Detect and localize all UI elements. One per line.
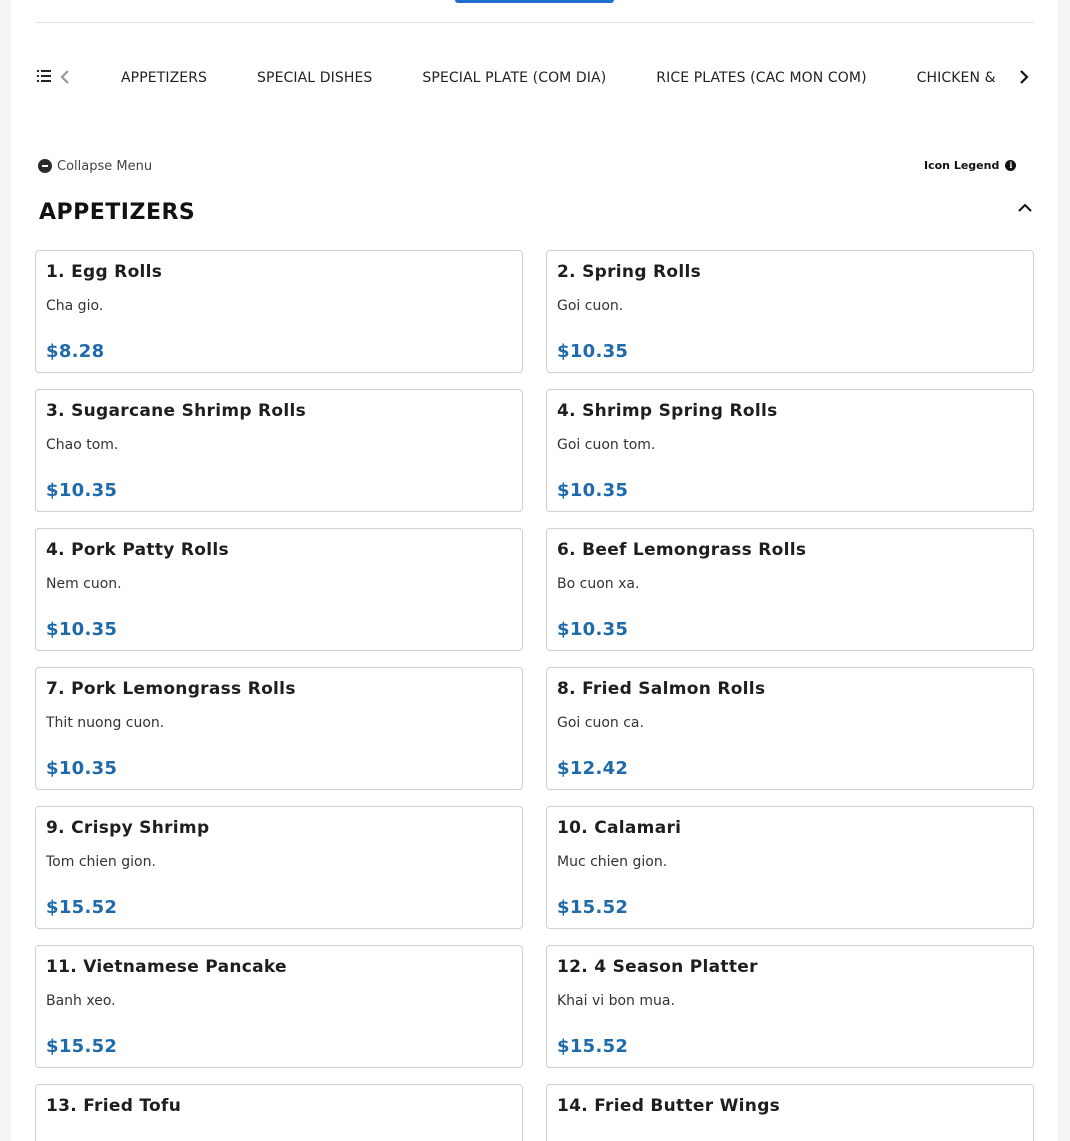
collapse-menu-label: Collapse Menu	[57, 158, 153, 174]
menu-item-card[interactable]	[35, 389, 523, 512]
menu-item-description: Chao tom.	[46, 437, 119, 453]
menu-item-card[interactable]	[35, 667, 523, 790]
menu-item-card[interactable]	[546, 806, 1034, 929]
menu-item-card[interactable]	[546, 667, 1034, 790]
menu-item-description: Goi cuon ca.	[557, 715, 644, 731]
menu-item-description: Nem cuon.	[46, 576, 122, 592]
menu-item-card[interactable]	[546, 1084, 1034, 1141]
menu-items-grid	[35, 250, 1034, 1141]
menu-item-name: 11. Vietnamese Pancake	[46, 957, 287, 977]
menu-item-description: Banh xeo.	[46, 993, 116, 1009]
menu-item-name: 9. Crispy Shrimp	[46, 818, 210, 838]
menu-item-price: $15.52	[557, 1036, 629, 1057]
chevron-right-icon[interactable]	[1018, 68, 1030, 86]
menu-item-price: $10.35	[46, 480, 118, 501]
category-chicken[interactable]: CHICKEN &	[916, 70, 996, 86]
category-track	[121, 60, 1011, 96]
icon-legend-button[interactable]	[924, 157, 1016, 173]
menu-item-description: Khai vi bon mua.	[557, 993, 675, 1009]
info-icon: i	[1005, 160, 1016, 171]
menu-item-description: Goi cuon tom.	[557, 437, 656, 453]
menu-item-price: $10.35	[557, 619, 629, 640]
menu-item-price: $10.35	[557, 341, 629, 362]
menu-item-name: 7. Pork Lemongrass Rolls	[46, 679, 296, 699]
menu-item-description: Goi cuon.	[557, 298, 624, 314]
chevron-up-icon[interactable]	[1017, 202, 1033, 214]
divider	[35, 22, 1034, 23]
icon-legend-label: Icon Legend	[924, 158, 1000, 172]
menu-item-card[interactable]	[35, 806, 523, 929]
menu-item-price: $10.35	[46, 758, 118, 779]
chevron-left-icon[interactable]	[59, 68, 71, 86]
menu-item-description: Muc chien gion.	[557, 854, 668, 870]
menu-item-description: Bo cuon xa.	[557, 576, 640, 592]
menu-item-name: 13. Fried Tofu	[46, 1096, 182, 1116]
menu-item-name: 3. Sugarcane Shrimp Rolls	[46, 401, 307, 421]
menu-item-price: $12.42	[557, 758, 629, 779]
menu-item-card[interactable]	[35, 250, 523, 373]
menu-item-card[interactable]	[546, 389, 1034, 512]
menu-item-card[interactable]	[546, 528, 1034, 651]
top-action-button[interactable]	[455, 0, 614, 3]
category-special-dishes[interactable]: SPECIAL DISHES	[257, 70, 373, 86]
menu-item-price: $10.35	[557, 480, 629, 501]
category-nav	[35, 60, 1034, 96]
menu-item-description: Tom chien gion.	[46, 854, 156, 870]
section-title: APPETIZERS	[39, 200, 196, 225]
menu-item-name: 10. Calamari	[557, 818, 682, 838]
menu-item-description: Thit nuong cuon.	[46, 715, 165, 731]
menu-item-name: 8. Fried Salmon Rolls	[557, 679, 766, 699]
collapse-menu-button[interactable]	[38, 157, 152, 175]
menu-item-card[interactable]	[546, 945, 1034, 1068]
menu-item-description: Cha gio.	[46, 298, 104, 314]
minus-circle-icon	[38, 159, 52, 173]
category-special-plate[interactable]: SPECIAL PLATE (COM DIA)	[422, 70, 607, 86]
menu-item-name: 12. 4 Season Platter	[557, 957, 758, 977]
menu-item-name: 6. Beef Lemongrass Rolls	[557, 540, 807, 560]
category-appetizers[interactable]: APPETIZERS	[121, 70, 208, 86]
menu-item-card[interactable]	[546, 250, 1034, 373]
category-rice-plates[interactable]: RICE PLATES (CAC MON COM)	[656, 70, 867, 86]
menu-item-name: 4. Pork Patty Rolls	[46, 540, 229, 560]
menu-item-card[interactable]	[35, 945, 523, 1068]
menu-item-name: 4. Shrimp Spring Rolls	[557, 401, 778, 421]
menu-item-price: $15.52	[46, 1036, 118, 1057]
menu-item-name: 1. Egg Rolls	[46, 262, 163, 282]
menu-item-name: 14. Fried Butter Wings	[557, 1096, 781, 1116]
menu-item-price: $15.52	[46, 897, 118, 918]
menu-item-name: 2. Spring Rolls	[557, 262, 702, 282]
menu-item-price: $10.35	[46, 619, 118, 640]
menu-item-card[interactable]	[35, 1084, 523, 1141]
menu-item-card[interactable]	[35, 528, 523, 651]
menu-item-price: $15.52	[557, 897, 629, 918]
menu-item-price: $8.28	[46, 341, 105, 362]
list-icon[interactable]	[37, 70, 51, 82]
menu-page	[11, 0, 1058, 1141]
